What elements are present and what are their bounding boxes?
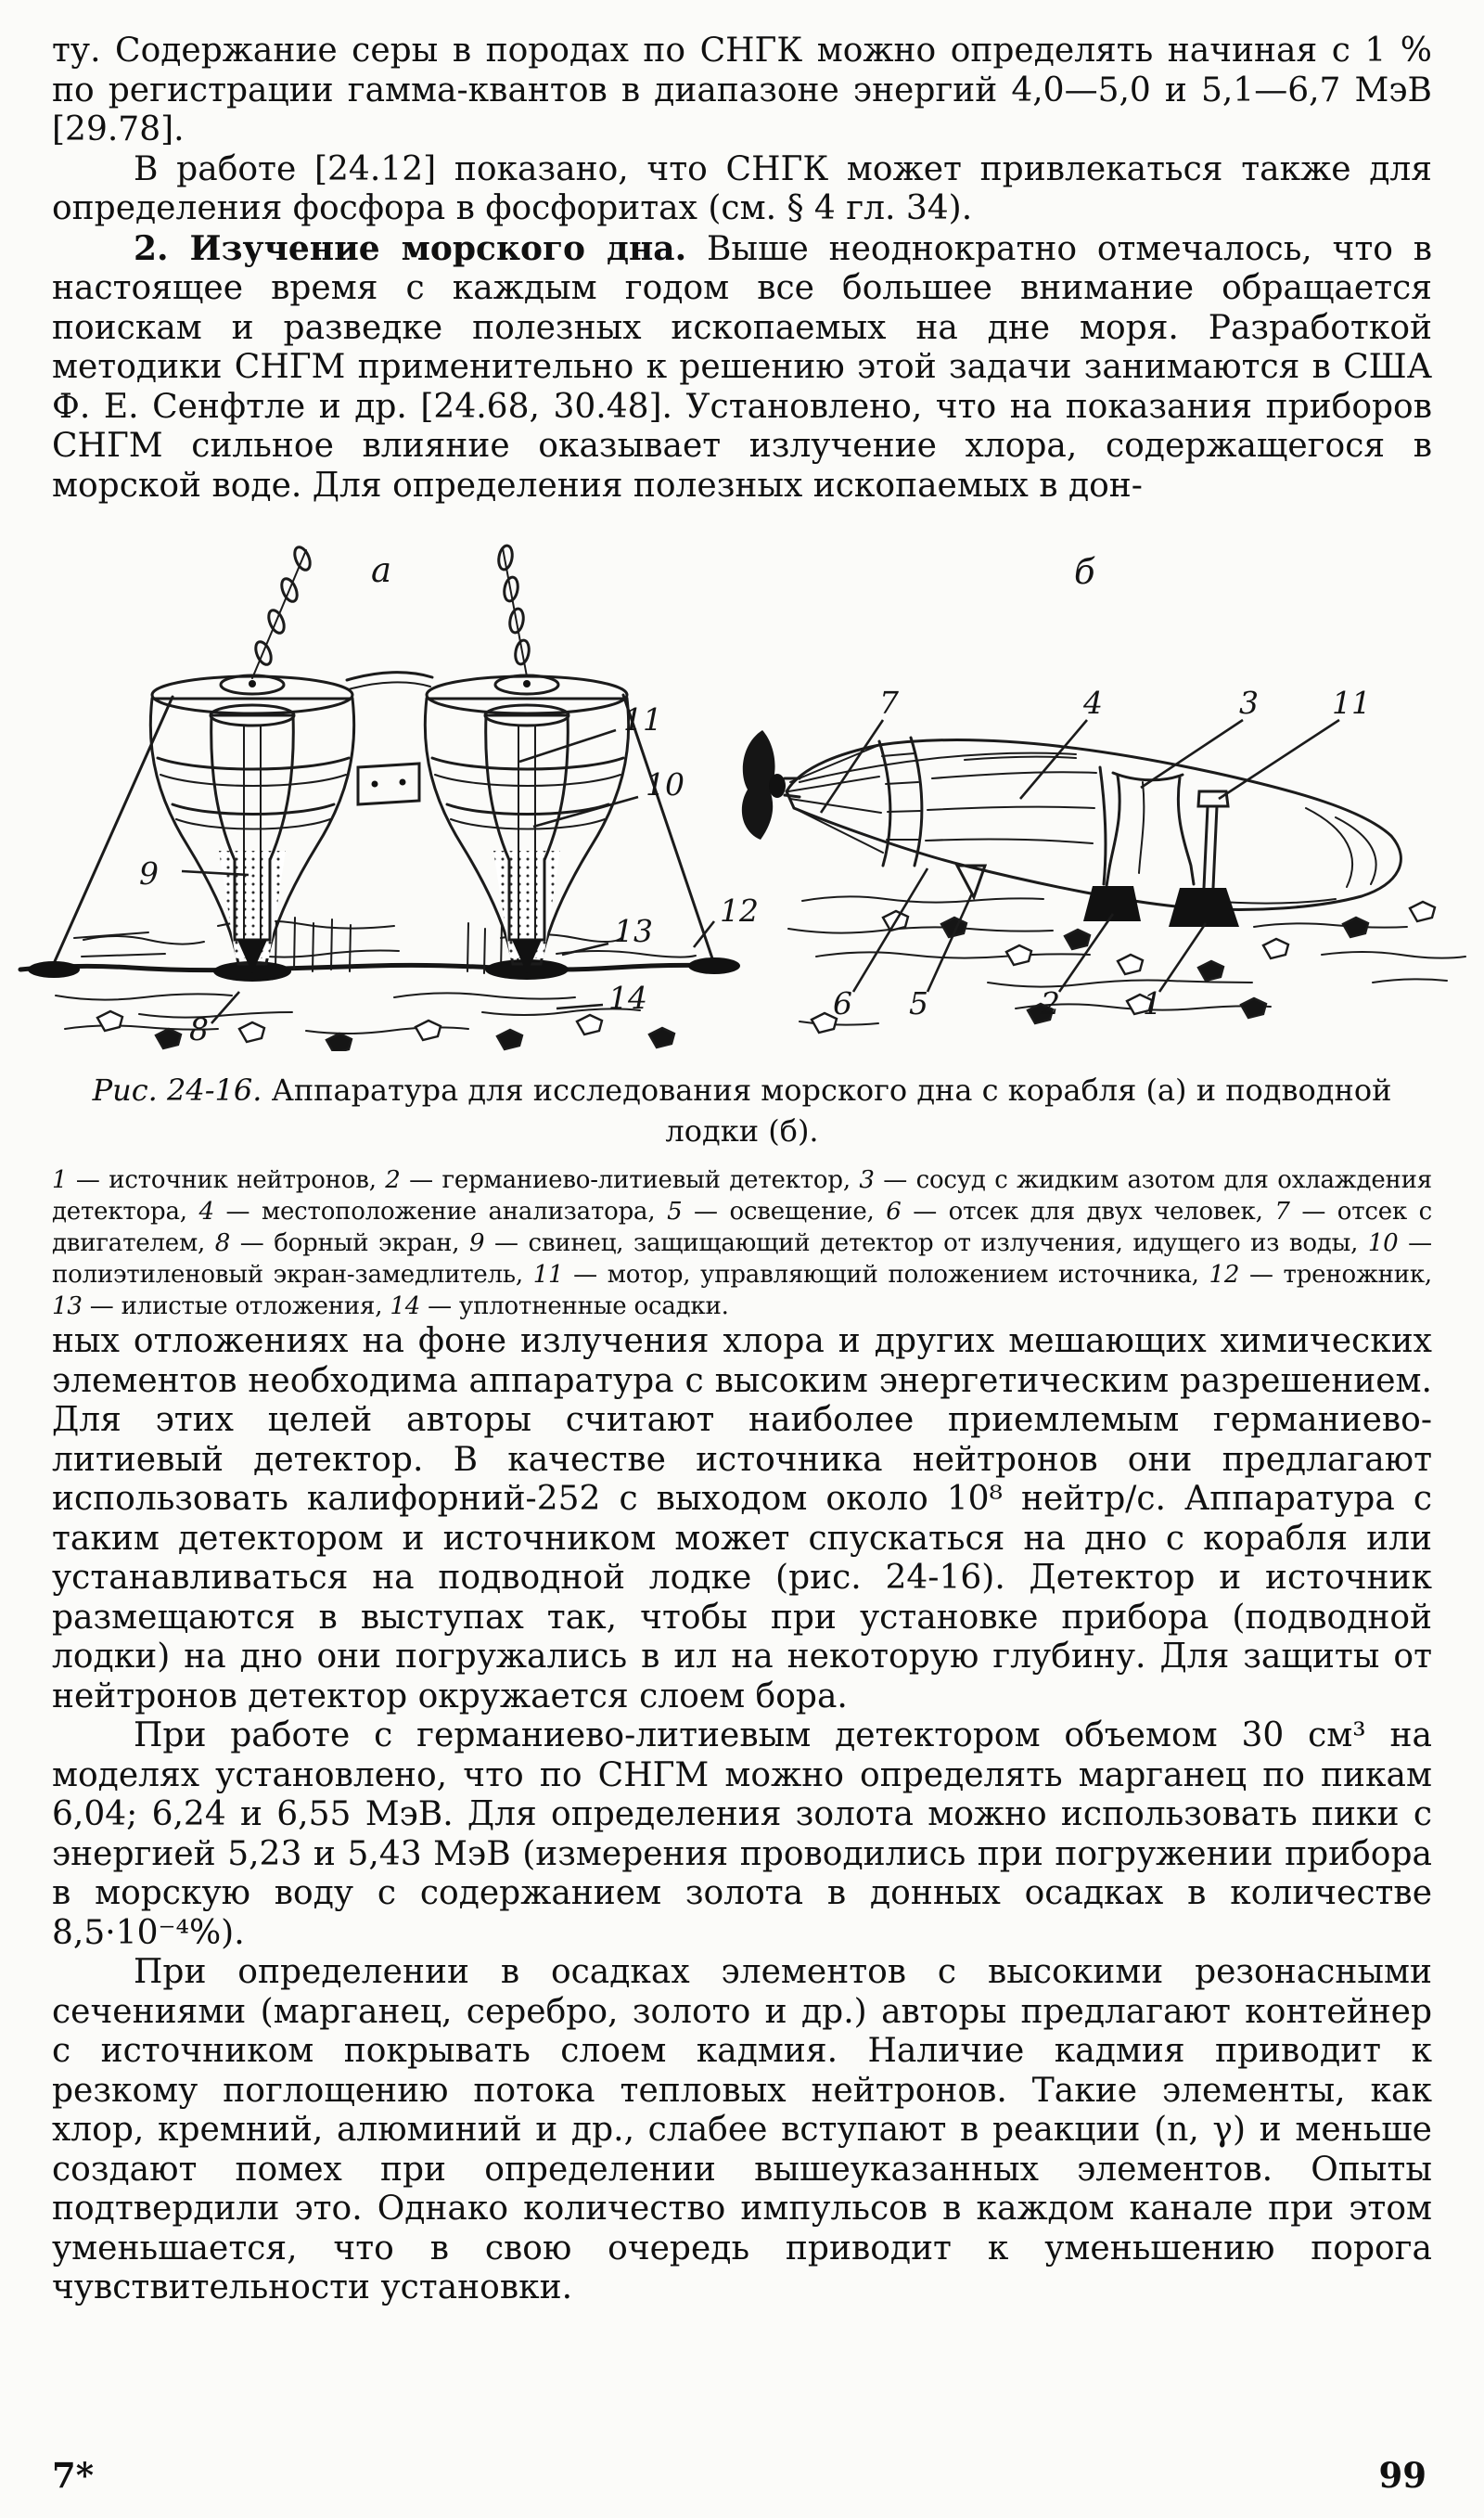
callout-a11: 11 <box>623 701 662 738</box>
legend-item: 5 — освещение, <box>667 1198 887 1226</box>
paragraph-sulfur: ту. Содержание серы в породах по СНГК можно определять начиная с 1 % по регистрации гамма-квантов в диапазоне энергий 4,0—5,0 и 5,1—6,7 МэВ [29.78]. <box>52 32 1432 148</box>
chain-right <box>497 545 531 676</box>
callout-8: 8 <box>189 1011 209 1047</box>
figure-24-16 <box>0 539 1484 1051</box>
callout-10: 10 <box>646 766 684 803</box>
callout-14: 14 <box>608 980 647 1016</box>
vessel-left <box>150 675 353 973</box>
figure-caption-text: Аппаратура для исследования морского дна с корабля (а) и подводной лодки (б). <box>262 1073 1392 1149</box>
chain-left <box>252 545 313 678</box>
legend-item: 8 — борный экран, <box>214 1229 470 1257</box>
callout-5: 5 <box>909 985 928 1021</box>
submarine-hull <box>787 740 1401 910</box>
signature-mark: 7* <box>52 2455 95 2496</box>
legend-item: 13 — илистые отложения, <box>52 1292 390 1320</box>
paragraph-phosphorus: В работе [24.12] показано, что СНГК может привлекаться также для определения фосфора в фосфоритах (см. § 4 гл. 34). <box>52 149 1432 227</box>
figure-legend <box>52 1164 1432 1322</box>
legend-item: 6 — отсек для двух человек, <box>886 1198 1275 1226</box>
figure-24-16-illustration <box>0 539 1484 1051</box>
legend-item: 10 — полиэтиленовый экран-замедлитель, <box>52 1229 1432 1289</box>
callout-b11: 11 <box>1332 685 1371 721</box>
panel-a-drawing <box>28 545 759 1047</box>
paragraph-manganese-gold: При работе с германиево-литиевым детектором объемом 30 см³ на моделях установлено, что по СНГМ можно определять марганец по пикам 6,04; 6,24 и 6,55 МэВ. Для определения золота можно использовать пики с энергией 5,23 и 5,43 МэВ (измерения проводились при погружении прибора в морскую воду с содержанием золота в донных осадках в количестве 8,5·10⁻⁴%). <box>52 1716 1432 1952</box>
panel-b-callouts <box>821 552 1371 1021</box>
legend-item: 11 — мотор, управляющий положением источника, <box>532 1261 1209 1289</box>
paragraph-seabed-study <box>52 229 1432 507</box>
legend-item: 1 — источник нейтронов, <box>52 1166 386 1194</box>
paragraph-seabed-study-text: Выше неоднократно отмечалось, что в настоящее время с каждым годом все большее внимание обращается поискам и разведке полезных ископаемых на дне моря. Разработкой методики СНГМ применительно к решению этой задачи занимаются в США Ф. Е. Сенфтле и др. [24.68, 30.48]. Установлено, что на показания приборов СНГМ сильное влияние оказывает излучение хлора, содержащегося в морской воде. Для определения полезных ископаемых в дон- <box>52 229 1432 505</box>
section-heading: 2. Изучение морского дна. <box>134 228 687 268</box>
legend-item: 4 — местоположение анализатора, <box>198 1198 668 1226</box>
callout-12: 12 <box>720 893 759 929</box>
legend-item: 9 — свинец, защищающий детектор от излучения, идущего из воды, <box>469 1229 1368 1257</box>
paragraph-detector-requirements: ных отложениях на фоне излучения хлора и других мешающих химических элементов необходима аппаратура с высоким энергетическим разрешением. Для этих целей авторы считают наиболее приемлемым германиево-литиевый детектор. В качестве источника нейтронов они предлагают использовать калифорний-252 с выходом около 10⁸ нейтр/с. Аппаратура с таким детектором и источником может спускаться на дно с корабля или устанавливаться на подводной лодке (рис. 24-16). Детектор и источник размещаются в выступах так, чтобы при установке прибора (подводной лодки) на дно они погружались в ил на некоторую глубину. Для защиты от нейтронов детектор окружается слоем бора. <box>52 1322 1432 1715</box>
figure-caption-number: Рис. 24-16. <box>92 1073 262 1108</box>
page-number: 99 <box>1378 2455 1426 2496</box>
callout-2: 2 <box>1041 985 1060 1021</box>
source-foot <box>1169 888 1239 927</box>
legend-item: 7 — отсек с двигателем, <box>52 1198 1433 1257</box>
legend-item: 12 — треножник, <box>1209 1261 1432 1289</box>
legend-item: 14 — уплотненные осадки. <box>390 1292 729 1320</box>
panel-b-drawing <box>742 552 1401 1021</box>
page-footer <box>52 2455 1426 2496</box>
callout-9: 9 <box>139 855 159 892</box>
legend-item: 3 — сосуд с жидким азотом для охлаждения детектора, <box>52 1166 1432 1226</box>
legend-item: 2 — германиево-литиевый детектор, <box>385 1166 860 1194</box>
yoke <box>347 673 432 804</box>
callout-3: 3 <box>1239 685 1259 721</box>
callout-6: 6 <box>833 985 852 1021</box>
vessel-right <box>425 675 628 973</box>
hull-interior-lines <box>926 757 1106 884</box>
figure-caption <box>52 1070 1432 1151</box>
callout-13: 13 <box>614 913 653 949</box>
panel-a-label: а <box>371 550 392 590</box>
panel-b-label: б <box>1074 552 1095 592</box>
callout-1: 1 <box>1143 985 1162 1021</box>
callout-7: 7 <box>879 685 899 721</box>
callout-4: 4 <box>1083 685 1103 721</box>
paragraph-cadmium: При определении в осадках элементов с высокими резонасными сечениями (марганец, серебро, золото и др.) авторы предлагают контейнер с источником покрывать слоем кадмия. Наличие кадмия приводит к резкому поглощению потока тепловых нейтронов. Такие элементы, как хлор, кремний, алюминий и др., слабее вступают в реакции (n, γ) и меньше создают помех при определении вышеуказанных элементов. Опыты подтвердили это. Однако количество импульсов в каждом канале при этом уменьшается, что в свою очередь приводит к уменьшению порога чувствительности установки. <box>52 1953 1432 2306</box>
